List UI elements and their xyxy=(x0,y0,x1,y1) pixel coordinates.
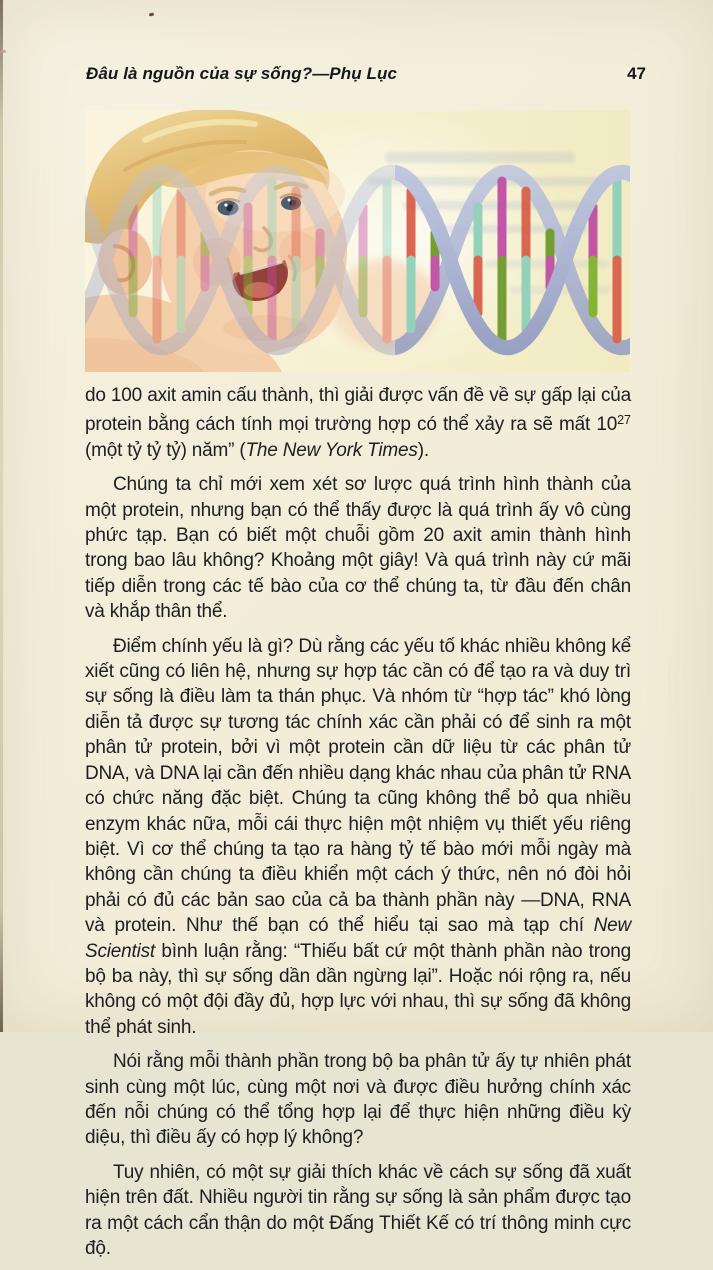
text-segment: (một tỷ tỷ tỷ) năm” ( xyxy=(85,439,246,461)
scan-mark xyxy=(0,50,6,53)
text-segment: do 100 axit amin cấu thành, thì giải được vấn đề về sự gấp lại của protein bằng cách tính mọi trường hợp có thể xảy ra sẽ mất 10 xyxy=(85,385,631,436)
scan-speck xyxy=(149,12,155,16)
baby-dna-image xyxy=(85,110,630,372)
text-segment: Nói rằng mỗi thành phần trong bộ ba phân tử ấy tự nhiên phát sinh cùng một lúc, cùng một nơi và được điều hưởng chính xác đến nỗi chúng có thể tổng hợp lại để thực hiện những điều kỳ diệu, thì điều ấy có hợp lý không? xyxy=(85,1051,631,1149)
paragraph xyxy=(85,383,631,463)
baby-dna-illustration xyxy=(85,110,630,372)
running-title: Đâu là nguồn của sự sống?—Phụ Lục xyxy=(86,64,398,83)
paragraph xyxy=(85,472,631,624)
publication-title: The New York Times xyxy=(245,439,418,461)
text-segment: Điểm chính yếu là gì? Dù rằng các yếu tố khác nhiều không kể xiết cũng có liên hệ, nhưng sự hợp tác cần có để tạo ra và duy trì sự sống là điều làm ta thán phục. Và nhóm từ “hợp tác” khó lòng diễn tả được sự tương tác chính xác cần phải có để sinh ra một phân tử protein, bởi vì một protein cần dữ liệu từ các phân tử DNA, và DNA lại cần đến nhiều dạng khác nhau của phân tử RNA có chức năng đặc biệt. Chúng ta cũng không thể bỏ qua nhiều enzym khác nữa, mỗi cái thực hiện một nhiệm vụ thiết yếu riêng biệt. Vì cơ thể chúng ta tạo ra hàng tỷ tế bào mới mỗi ngày mà không cần chúng ta điều khiển một cách ý thức, nên nó đòi hỏi phải có đủ các bản sao của cả ba thành phần này —DNA, RNA và protein. Như thế bạn có thể hiểu tại sao mà tạp chí xyxy=(85,635,631,937)
text-segment: Tuy nhiên, có một sự giải thích khác về cách sự sống đã xuất hiện trên đất. Nhiều người tin rằng sự sống là sản phẩm được tạo ra một cách cẩn thận do một Đấng Thiết Kế có trí thông minh cực độ. xyxy=(85,1161,631,1259)
publication-title: New Scientist xyxy=(85,915,631,962)
text-segment: bình luận rằng: “Thiếu bất cứ một thành phần nào trong bộ ba này, thì sự sống dần dần ngừng lại”. Hoặc nói rộng ra, nếu không có một đội đầy đủ, hợp lực với nhau, thì sự sống đã không thể phát sinh. xyxy=(85,940,631,1038)
page-edge-shadow xyxy=(0,0,3,1032)
text-segment: 27 xyxy=(617,413,631,428)
text-segment: Chúng ta chỉ mới xem xét sơ lược quá trình hình thành của một protein, nhưng bạn có thể thấy được là quá trình ấy vô cùng phức tạp. Bạn có biết một chuỗi gồm 20 axit amin thành hình trong bao lâu không? Khoảng một giây! Và quá trình này cứ mãi tiếp diễn trong các tế bào của cơ thể chúng ta, từ đầu đến chân và khắp thân thể. xyxy=(85,474,631,623)
page-header xyxy=(86,64,646,84)
paragraph xyxy=(85,634,631,1041)
paragraph xyxy=(85,1160,631,1262)
text-segment: ). xyxy=(417,439,429,461)
article-body xyxy=(85,383,631,1270)
page-number: 47 xyxy=(627,64,646,83)
paragraph xyxy=(85,1049,631,1151)
